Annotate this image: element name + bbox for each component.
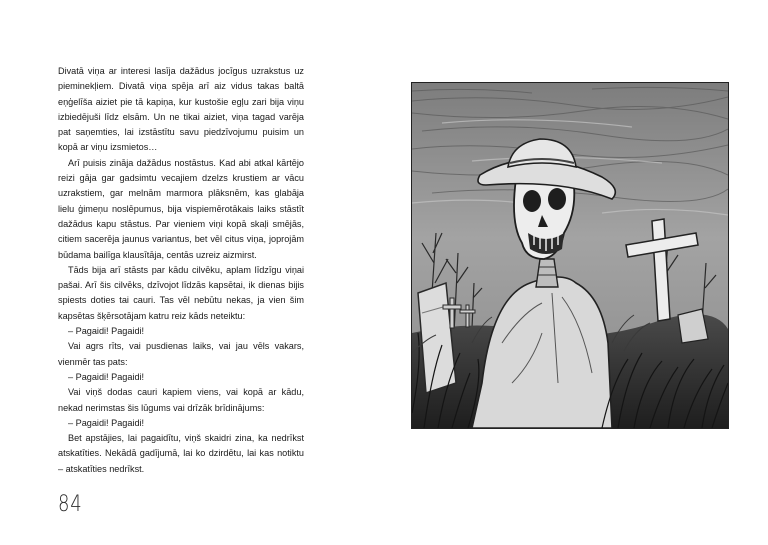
skeleton-cemetery-illustration [412, 83, 728, 428]
story-text-column [58, 64, 304, 477]
story-paragraph: Divatā viņa ar interesi lasīja dažādus jocīgus uzrakstus uz pieminekļiem. Divatā viņa spēja arī aiz vidus takas baltā eņģelīša aiziet pie tā kapiņa, kur kustošie egļu zari bija viņu izbiedējuši līdz elsām. Un ne tikai aiziet, viņa tagad varēja pat saņemties, lai izstāstītu savu piedzīvojumu puisim un kopā ar viņu izsmietos… [58, 66, 304, 153]
story-paragraph: Arī puisis zināja dažādus nostāstus. Kad abi atkal kārtējo reizi gāja gar gadsimtu vecajiem dzelzs krustiem ar vācu uzrakstiem, gar melnām marmora plāksnēm, kas glabāja lielu ģimeņu noslēpumus, bija vispiemērotākais laiks stāstīt dažādus kapu stāstus. Par vieniem viņi kopā skaļi smējās, citiem sacerēja jaunus variantus, bet vēl citus viņa, joprojām būdama bailīga klausītāja, centās uzreiz aizmirst. [58, 157, 304, 260]
story-dialogue-line: – Pagaidi! Pagaidi! [68, 326, 145, 337]
skull-eye-right [548, 188, 566, 210]
story-dialogue-line: – Pagaidi! Pagaidi! [68, 371, 145, 382]
skull-eye-left [523, 190, 541, 212]
story-paragraph: Tāds bija arī stāsts par kādu cilvēku, aplam līdzīgu viņai pašai. Arī šis cilvēks, dzīvojot līdzās kapsētai, ik dienas bijis spiests doties tai cauri. Tas vēl nebūtu nekas, ja vien šim kapsētas šķērsotājam katru reiz kāds neteiktu: [58, 264, 304, 321]
grave-right [678, 309, 708, 343]
illustration-frame [411, 82, 729, 429]
story-paragraph: Vai agrs rīts, vai pusdienas laiks, vai jau vēls vakars, vienmēr tas pats: [58, 341, 304, 367]
story-dialogue-line: – Pagaidi! Pagaidi! [68, 417, 145, 428]
page-number: 84 [58, 492, 83, 517]
skeleton-neck [536, 259, 558, 287]
story-paragraph: Vai viņš dodas cauri kapiem viens, vai kopā ar kādu, nekad nerimstas šis lūgums vai drīzāk brīdinājums: [58, 387, 304, 413]
story-paragraph: Bet apstājies, lai pagaidītu, viņš skaidri zina, ka nedrīkst atskatīties. Nekādā gadījumā, lai ko dzirdētu, lai kas notiktu – atskatīties nedrīkst. [58, 433, 304, 474]
